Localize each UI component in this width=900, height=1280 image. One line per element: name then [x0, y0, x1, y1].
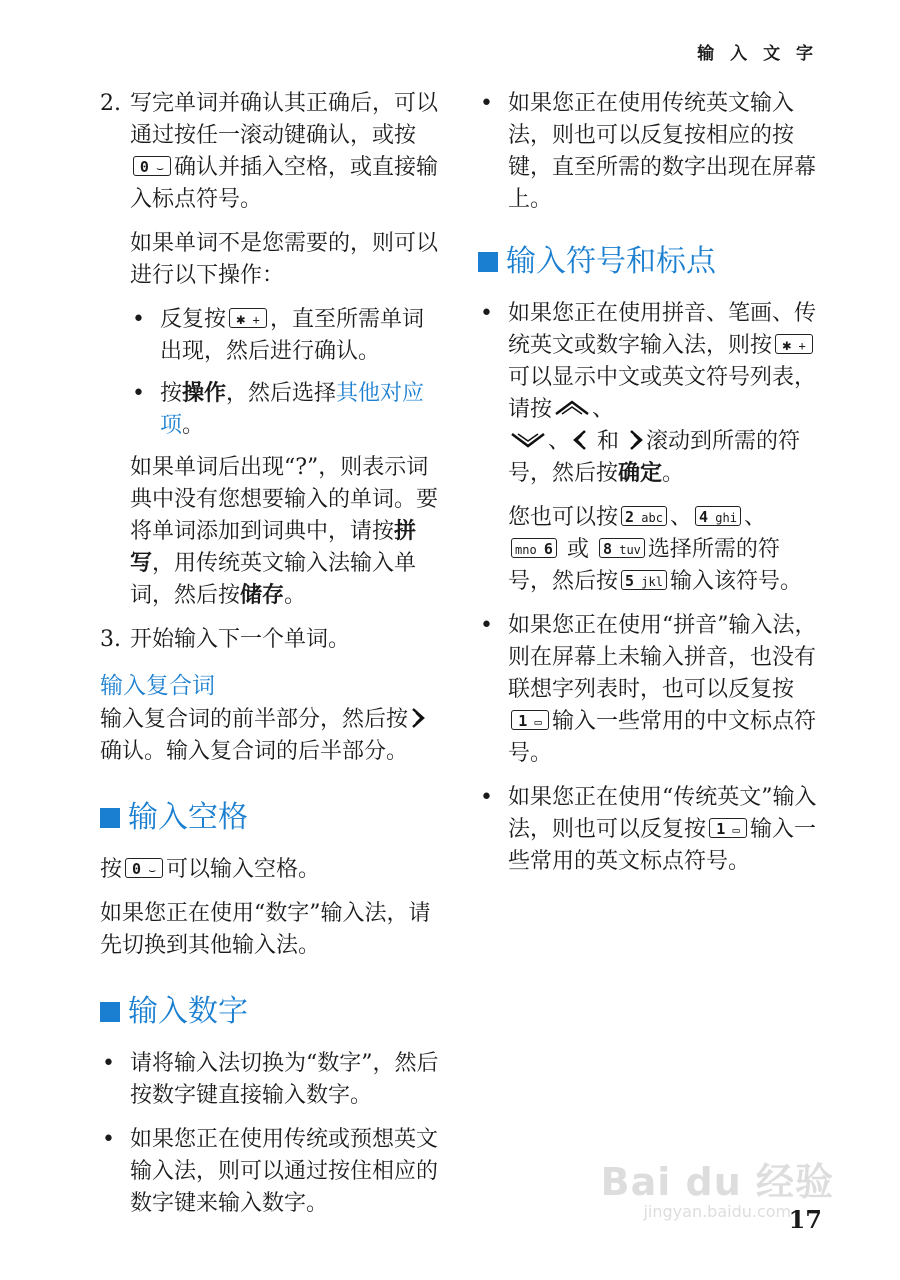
page-number: 17 [788, 1205, 822, 1234]
scroll-down-icon [510, 431, 546, 449]
zero-key-icon: 0 ⌣ [133, 156, 171, 176]
scroll-left-icon [572, 429, 588, 451]
softkey-label: 储存 [240, 583, 285, 608]
paragraph: 按 0 ⌣ 可以输入空格。 [100, 857, 321, 882]
step-text: 开始输入下一个单词。 [130, 627, 351, 652]
paragraph: 如果单词后出现“?”，则表示词典中没有您想要输入的单词。要将单词添加到词典中，请按拼写，用传统英文输入法输入单词，然后按储存。 [130, 455, 439, 608]
watermark-url: jingyan.baidu.com [643, 1202, 792, 1221]
list-item: • 请将输入法切换为“数字”，然后按数字键直接输入数字。 [100, 1048, 445, 1112]
scroll-up-icon [554, 399, 590, 417]
softkey-label: 操作 [182, 381, 227, 406]
paragraph: 输入复合词的前半部分，然后按确认。输入复合词的后半部分。 [100, 704, 445, 768]
key-1-icon: 1 ▭ [511, 710, 549, 730]
step-2 [100, 88, 445, 216]
running-header: 输 入 文 字 [697, 44, 818, 64]
section-title: 输入空格 [100, 798, 445, 838]
scroll-right-icon [628, 429, 644, 451]
step-text: 确认并插入空格，或直接输入标点符号。 [130, 155, 439, 212]
key-2-icon: 2 abc [621, 506, 667, 526]
left-column [100, 88, 445, 1232]
list-item: • 如果您正在使用“拼音”输入法，则在屏幕上未输入拼音，也没有联想字列表时，也可以反复按1 ▭ 输入一些常用的中文标点符号。 [478, 610, 823, 770]
square-bullet-icon [100, 1002, 120, 1022]
key-8-icon: 8 tuv [599, 538, 645, 558]
step-number: 2. [100, 91, 121, 116]
right-column [478, 88, 823, 890]
list-item: • 如果您正在使用拼音、笔画、传统英文或数字输入法，则按 ✱ +可以显示中文或英文符号列表，请按 、 、 和 滚动到所需的符号，然后按确定。 [478, 298, 823, 490]
zero-key-icon: 0 ⌣ [125, 858, 163, 878]
list-item: • 如果您正在使用“传统英文”输入法，则也可以反复按 1 ▭ 输入一些常用的英文标点符号。 [478, 782, 823, 878]
key-4-icon: 4 ghi [695, 506, 741, 526]
paragraph: 如果单词不是您需要的，则可以进行以下操作： [130, 231, 439, 288]
subsection-title: 输入复合词 [100, 673, 215, 699]
star-key-icon: ✱ + [229, 308, 267, 328]
key-1-icon: 1 ▭ [709, 818, 747, 838]
section-title: 输入数字 [100, 992, 445, 1032]
square-bullet-icon [100, 808, 120, 828]
step-number: 3. [100, 627, 121, 652]
step-text: 写完单词并确认其正确后，可以通过按任一滚动键确认，或按 [130, 91, 439, 148]
scroll-right-icon [410, 707, 426, 729]
paragraph: 您也可以按 2 abc 、 4 ghi 、 mno 6 或 8 tuv 选择所需的符号，然后按 5 jkl 输入该符号。 [508, 505, 802, 594]
paragraph: 如果您正在使用“数字”输入法，请先切换到其他输入法。 [100, 901, 431, 958]
section-title: 输入符号和标点 [478, 242, 823, 282]
menu-option-link[interactable]: 其他对应项 [160, 381, 425, 438]
list-item: • 如果您正在使用传统英文输入法，则也可以反复按相应的按键，直至所需的数字出现在屏幕上。 [478, 88, 823, 216]
key-5-icon: 5 jkl [621, 570, 667, 590]
watermark-logo: Bai du 经验 [600, 1160, 834, 1204]
list-item: • 反复按 ✱ + ，直至所需单词出现，然后进行确认。 [130, 304, 445, 368]
list-item: • 如果您正在使用传统或预想英文输入法，则可以通过按住相应的数字键来输入数字。 [100, 1124, 445, 1220]
step-3 [100, 624, 445, 656]
word-options [100, 228, 445, 612]
list-item: • 按操作，然后选择其他对应项。 [130, 378, 445, 442]
key-6-icon: mno 6 [511, 538, 557, 558]
softkey-label: 确定 [618, 461, 663, 486]
square-bullet-icon [478, 252, 498, 272]
star-key-icon: ✱ + [775, 334, 813, 354]
softkey-label: 拼写 [130, 519, 417, 576]
